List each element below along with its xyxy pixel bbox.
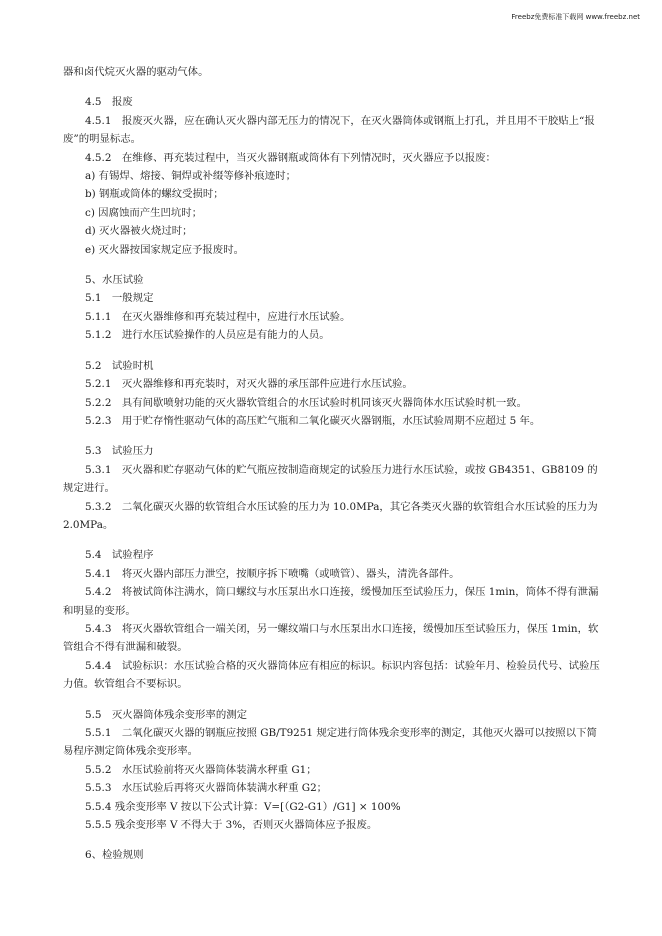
chapter-heading-6: 6、检验规则	[85, 849, 144, 862]
clause-5-2-3: 5.2.3 用于贮存惰性驱动气体的高压贮气瓶和二氧化碳灭火器钢瓶，水压试验周期不应超过 5 年。	[85, 414, 541, 427]
clause-5-5-2: 5.5.2 水压试验前将灭火器筒体装满水秤重 G1；	[85, 763, 317, 776]
clause-5-5-3: 5.5.3 水压试验后再将灭火器筒体装满水秤重 G2；	[85, 782, 328, 795]
clause-5-5-5: 5.5.5 残余变形率 V 不得大于 3%，否则灭火器筒体应予报废。	[85, 819, 378, 832]
clause-5-1-2: 5.1.2 进行水压试验操作的人员应是有能力的人员。	[85, 329, 330, 342]
clause-4-5-1: 4.5.1 报废灭火器，应在确认灭火器内部无压力的情况下，在灭火器筒体或钢瓶上打孔，并且用不干胶贴上“报废”的明显标志。	[63, 114, 595, 146]
clause-5-4-1: 5.4.1 将灭火器内部压力泄空，按顺序拆下喷嘴（或喷管）、器头，清洗各部件。	[85, 567, 460, 580]
section-heading-5-5: 5.5 灭火器筒体残余变形率的测定	[85, 708, 247, 721]
site-watermark: Freebz免费标准下载网 www.freebz.net	[511, 13, 640, 21]
clause-5-1-1: 5.1.1 在灭火器维修和再充装过程中，应进行水压试验。	[85, 310, 351, 323]
clause-5-2-2: 5.2.2 具有间歇喷射功能的灭火器软管组合的水压试验时机同该灭火器筒体水压试验时机一致。	[85, 396, 528, 409]
clause-5-4-4: 5.4.4 试验标识：水压试验合格的灭火器筒体应有相应的标识。标识内容包括：试验年月、检验员代号、试验压力值。软管组合不要标识。	[63, 659, 600, 691]
clause-5-5-4-formula: 5.5.4 残余变形率 V 按以下公式计算：V=[（G2-G1）/G1] × 100%	[85, 800, 401, 813]
clause-5-3-2: 5.3.2 二氧化碳灭火器的软管组合水压试验的压力为 10.0MPa，其它各类灭火器的软管组合水压试验的压力为 2.0MPa。	[63, 500, 598, 531]
list-item-e: e) 灭火器按国家规定应予报废时。	[85, 243, 244, 256]
clause-4-5-2: 4.5.2 在维修、再充装过程中，当灭火器钢瓶或筒体有下列情况时，灭火器应予以报废：	[85, 151, 496, 164]
clause-5-2-1: 5.2.1 灭火器维修和再充装时，对灭火器的承压部件应进行水压试验。	[85, 378, 413, 391]
clause-5-3-1: 5.3.1 灭火器和贮存驱动气体的贮气瓶应按制造商规定的试验压力进行水压试验，或按 GB4351、GB8109 的规定进行。	[63, 463, 598, 495]
section-heading-5-3: 5.3 试验压力	[85, 445, 154, 458]
list-item-a: a) 有锡焊、熔接、铜焊或补缀等修补痕迹时；	[85, 170, 296, 183]
paragraph-continuation: 器和卤代烷灭火器的驱动气体。	[63, 66, 209, 78]
section-heading-4-5: 4.5 报废	[85, 96, 133, 109]
chapter-heading-5: 5、水压试验	[85, 274, 144, 287]
clause-5-4-2: 5.4.2 将被试筒体注满水，筒口螺纹与水压泵出水口连接，缓慢加压至试验压力，保压 1min，筒体不得有泄漏和明显的变形。	[63, 586, 599, 617]
section-heading-5-4: 5.4 试验程序	[85, 549, 154, 562]
document-body	[63, 63, 603, 865]
clause-5-5-1: 5.5.1 二氧化碳灭火器的钢瓶应按照 GB/T9251 规定进行筒体残余变形率的测定，其他灭火器可以按照以下简易程序测定筒体残余变形率。	[63, 727, 597, 758]
clause-5-4-3: 5.4.3 将灭火器软管组合一端关闭，另一螺纹端口与水压泵出水口连接，缓慢加压至试验压力，保压 1min，软管组合不得有泄漏和破裂。	[63, 622, 599, 654]
section-heading-5-2: 5.2 试验时机	[85, 359, 154, 372]
list-item-c: c) 因腐蚀而产生凹坑时；	[85, 206, 203, 219]
list-item-b: b) 钢瓶或筒体的螺纹受损时；	[85, 188, 224, 201]
section-heading-5-1: 5.1 一般规定	[85, 292, 154, 305]
list-item-d: d) 灭火器被火烧过时；	[85, 225, 193, 238]
